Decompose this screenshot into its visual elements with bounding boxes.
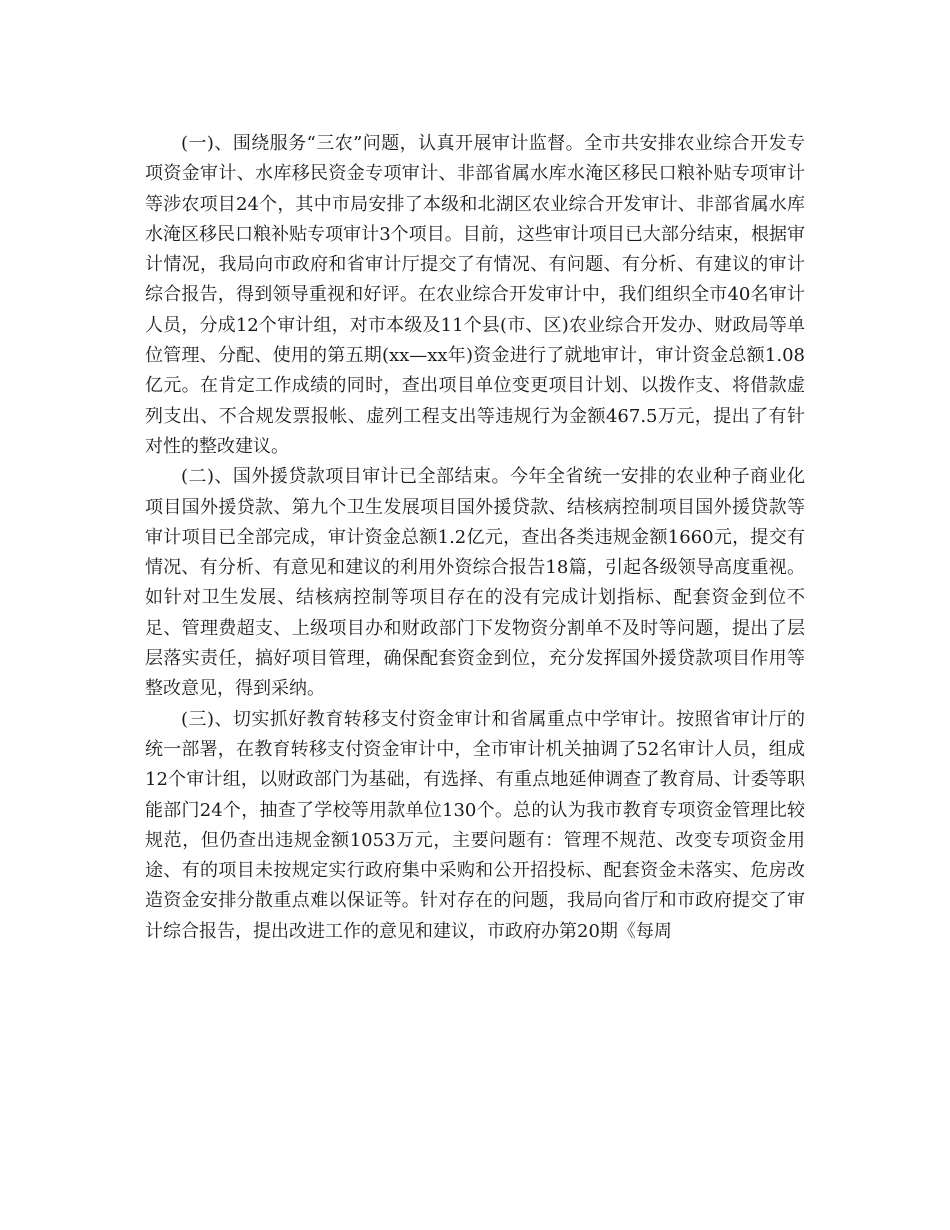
paragraph-foreign-loan-audit: (二)、国外援贷款项目审计已全部结束。今年全省统一安排的农业种子商业化项目国外援贷款、第九个卫生发展项目国外援贷款、结核病控制项目国外援贷款等审计项目已全部完成，审计资金总额1.2亿元，查出各类违规金额1660元，提交有情况、有分析、有意见和建议的利用外资综合报告18篇，引起各级领导高度重视。如针对卫生发展、结核病控制等项目存在的没有完成计划指标、配套资金到位不足、管理费超支、上级项目办和财政部门下发物资分割单不及时等问题，提出了层层落实责任，搞好项目管理，确保配套资金到位，充分发挥国外援贷款项目作用等整改意见，得到采纳。 <box>145 466 805 700</box>
paragraph-agriculture-audit: (一)、围绕服务“三农”问题，认真开展审计监督。全市共安排农业综合开发专项资金审计、水库移民资金专项审计、非部省属水库水淹区移民口粮补贴专项审计等涉农项目24个，其中市局安排了本级和北湖区农业综合开发审计、非部省属水库水淹区移民口粮补贴专项审计3个项目。目前，这些审计项目已大部分结束，根据审计情况，我局向市政府和省审计厅提交了有情况、有问题、有分析、有建议的审计综合报告，得到领导重视和好评。在农业综合开发审计中，我们组织全市40名审计人员，分成12个审计组，对市本级及11个县(市、区)农业综合开发办、财政局等单位管理、分配、使用的第五期(xx—xx年)资金进行了就地审计，审计资金总额1.08亿元。在肯定工作成绩的同时，查出项目单位变更项目计划、以拨作支、将借款虚列支出、不合规发票报帐、虚列工程支出等违规行为金额467.5万元，提出了有针对性的整改建议。 <box>145 133 805 457</box>
paragraph-education-audit: (三)、切实抓好教育转移支付资金审计和省属重点中学审计。按照省审计厅的统一部署，在教育转移支付资金审计中，全市审计机关抽调了52名审计人员，组成12个审计组，以财政部门为基础，有选择、有重点地延伸调查了教育局、计委等职能部门24个，抽查了学校等用款单位130个。总的认为我市教育专项资金管理比较规范，但仍查出违规金额1053万元，主要问题有：管理不规范、改变专项资金用途、有的项目未按规定实行政府集中采购和公开招投标、配套资金未落实、危房改造资金安排分散重点难以保证等。针对存在的问题，我局向省厅和市政府提交了审计综合报告，提出改进工作的意见和建议，市政府办第20期《每周 <box>145 708 805 942</box>
document-page <box>145 129 805 947</box>
